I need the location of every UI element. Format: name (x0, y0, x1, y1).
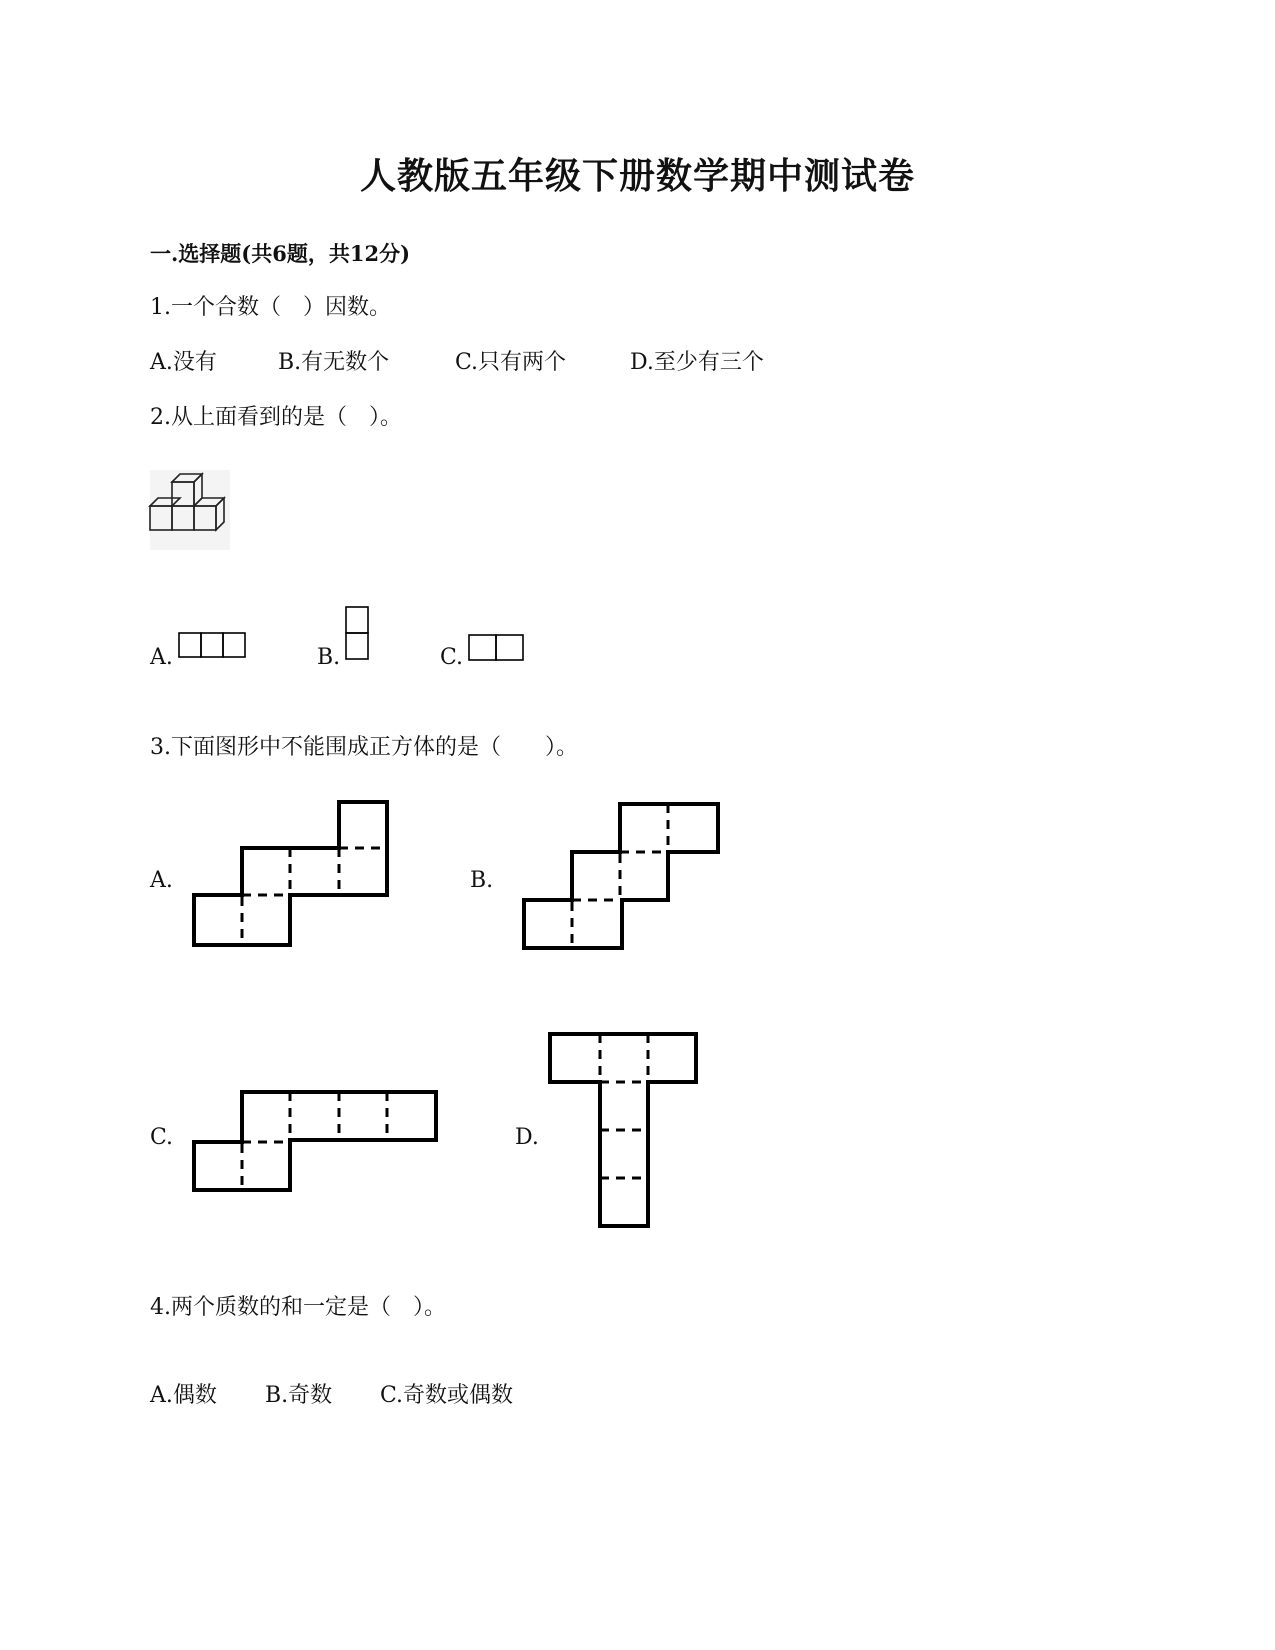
cube-stack-figure (150, 470, 230, 550)
question-3-option-b[interactable]: B. (470, 868, 494, 893)
question-2-option-c[interactable]: C. (440, 645, 464, 670)
view-option-b-figure (345, 606, 371, 662)
question-4-option-c[interactable]: C.奇数或偶数 (380, 1383, 514, 1408)
section-heading: 一.选择题(共6题，共12分) (150, 241, 411, 266)
question-2-text: 2.从上面看到的是（ ）。 (150, 405, 402, 430)
question-1-option-c[interactable]: C.只有两个 (455, 350, 567, 375)
question-4-text: 4.两个质数的和一定是（ ）。 (150, 1295, 446, 1320)
net-option-b-figure (522, 802, 732, 962)
question-2-option-b[interactable]: B. (317, 645, 341, 670)
question-1-option-b[interactable]: B.有无数个 (278, 350, 390, 375)
question-1-option-a[interactable]: A.没有 (150, 350, 217, 375)
question-2-option-a[interactable]: A. (150, 645, 173, 670)
question-4-option-a[interactable]: A.偶数 (150, 1383, 217, 1408)
net-option-d-figure (548, 1032, 708, 1232)
question-3-option-a[interactable]: A. (150, 868, 173, 893)
question-4-option-b[interactable]: B.奇数 (265, 1383, 333, 1408)
question-1-option-d[interactable]: D.至少有三个 (630, 350, 764, 375)
question-3-option-c[interactable]: C. (150, 1125, 174, 1150)
page-title: 人教版五年级下册数学期中测试卷 (359, 155, 915, 197)
view-option-c-figure (468, 634, 528, 664)
net-option-a-figure (190, 800, 400, 960)
question-3-text: 3.下面图形中不能围成正方体的是（ ）。 (150, 735, 578, 760)
question-3-option-d[interactable]: D. (515, 1125, 539, 1150)
view-option-a-figure (178, 632, 250, 662)
question-1-text: 1.一个合数（ ）因数。 (150, 295, 391, 320)
net-option-c-figure (192, 1090, 452, 1200)
